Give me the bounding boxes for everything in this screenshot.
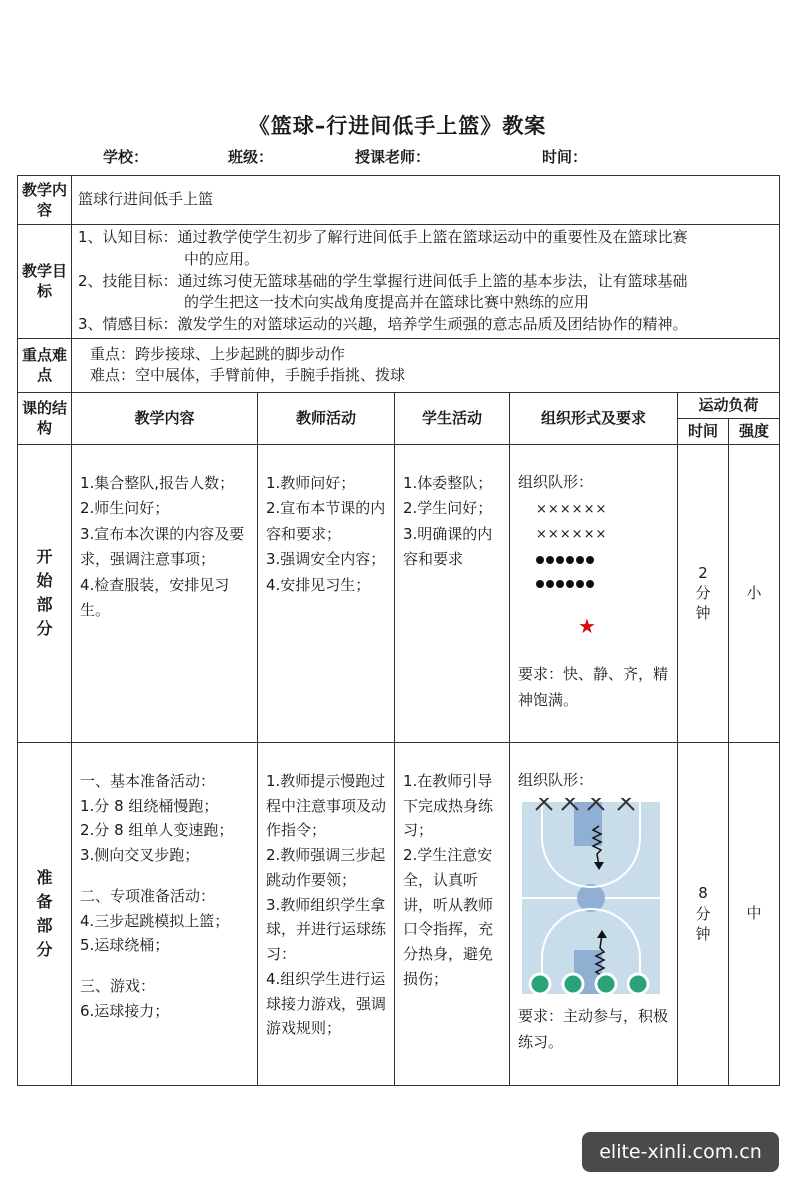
header-org: 组织形式及要求 [510, 392, 678, 444]
start-content [72, 444, 258, 742]
list-item: 2.教师强调三步起跳动作要领； [266, 846, 386, 889]
start-time [678, 444, 729, 742]
key-point: 重点：跨步接球、上步起跳的脚步动作 [90, 344, 346, 363]
content-value: 篮球行进间低手上篮 [72, 176, 780, 225]
start-org [510, 444, 678, 742]
meta-teacher: 授课老师： [355, 148, 431, 166]
label-start-char: 分 [36, 619, 53, 639]
list-item [80, 958, 251, 974]
list-item: 4.三步起跳模拟上篮； [80, 911, 230, 930]
watermark: elite-xinli.com.cn [582, 1132, 779, 1172]
keypoints-cell [72, 338, 780, 392]
label-start-char: 开 [36, 547, 53, 567]
prep-org [510, 742, 678, 1085]
goal-skill-cont: 的学生把这一技术向实战角度提高并在篮球比赛中熟练的应用 [184, 293, 590, 312]
label-prep-char: 准 [36, 867, 53, 887]
page-title: 《篮球–行进间低手上篮》教案 [248, 114, 547, 138]
goal-skill: 2、技能目标：通过练习使无篮球基础的学生掌握行进间低手上篮的基本步法，让有篮球基础 [78, 271, 688, 290]
meta-class: 班级： [228, 148, 274, 166]
list-item: 4.组织学生进行运球接力游戏，强调游戏规则； [266, 969, 387, 1038]
list-item: 6.运球接力； [80, 1001, 170, 1020]
list-item: 3.侧向交叉步跑； [80, 846, 200, 864]
list-item: 1.体委整队； [403, 473, 493, 492]
prep-requirement: 要求：主动参与，积极练习。 [518, 1007, 669, 1051]
goal-cognitive-cont: 中的应用。 [184, 249, 260, 268]
label-content: 教学内容 [18, 176, 72, 225]
header-time: 时间 [678, 418, 729, 444]
prep-content [72, 742, 258, 1085]
goal-emotion: 3、情感目标：激发学生的对篮球运动的兴趣，培养学生顽强的意志品质及团结协作的精神。 [78, 315, 688, 333]
lesson-plan-table [17, 175, 780, 1086]
list-item: 二、专项准备活动： [80, 886, 216, 905]
meta-school: 学校： [103, 148, 149, 166]
list-item: 1.教师提示慢跑过程中注意事项及动作指令； [266, 771, 387, 840]
center-circle [577, 884, 605, 912]
row-keypoints [18, 338, 780, 392]
formation-label: 组织队形： [518, 770, 594, 789]
label-structure: 课的结构 [18, 392, 72, 444]
header-load: 运动负荷 [678, 392, 780, 418]
start-intensity: 小 [729, 444, 780, 742]
list-item: 3.明确课的内容和要求 [403, 524, 493, 569]
prep-time-num: 8 [698, 884, 708, 903]
hard-point: 难点：空中展体，手臂前伸，手腕手指挑、拨球 [90, 366, 406, 385]
list-item: 3.宣布本次课的内容及要求，强调注意事项； [80, 524, 245, 569]
prep-intensity: 中 [729, 742, 780, 1085]
header-student: 学生活动 [395, 392, 510, 444]
formation-x-row: ×××××× [536, 502, 608, 517]
start-teacher [258, 444, 395, 742]
formation-dot-row [536, 547, 671, 571]
start-student [395, 444, 510, 742]
list-item: 3.强调安全内容； [266, 550, 386, 569]
goals-cell [72, 225, 780, 339]
goal-cognitive: 1、认知目标：通过教学使学生初步了解行进间低手上篮在篮球运动中的重要性及在篮球比赛 [78, 228, 688, 246]
list-item: 三、游戏： [80, 977, 156, 995]
list-item: 1.集合整队,报告人数； [80, 473, 235, 492]
row-content [18, 176, 780, 225]
label-prep-char: 部 [36, 915, 53, 935]
label-keypoints: 重点难点 [18, 338, 72, 392]
list-item [80, 868, 251, 884]
label-prep-char: 分 [36, 939, 53, 959]
list-item: 2.师生问好； [80, 499, 170, 518]
list-item: 5.运球绕桶； [80, 936, 170, 955]
formation-x-row: ×××××× [536, 526, 608, 542]
label-start-char: 部 [36, 595, 53, 615]
prep-time-unit: 分 [695, 904, 711, 923]
start-requirement: 要求：快、静、齐，精神饱满。 [518, 665, 669, 709]
label-prep-char: 备 [36, 891, 53, 911]
prep-student [395, 742, 510, 1085]
list-item: 2.学生注意安全，认真听讲，听从教师口令指挥，充分热身，避免损伤； [403, 846, 494, 988]
header-content: 教学内容 [72, 392, 258, 444]
formation-label: 组织队形： [518, 472, 594, 491]
list-item: 2.分 8 组单人变速跑； [80, 821, 234, 840]
list-item: 2.学生问好； [403, 499, 493, 518]
header-intensity: 强度 [729, 418, 780, 444]
label-goals: 教学目标 [18, 225, 72, 339]
row-headers-1 [18, 392, 780, 418]
label-start-char: 始 [36, 571, 53, 591]
list-item: 1.教师问好； [266, 473, 356, 492]
prep-time-unit: 钟 [695, 924, 711, 943]
start-time-unit: 分 [695, 584, 711, 603]
row-goals [18, 225, 780, 339]
list-item: 1.分 8 组绕桶慢跑； [80, 796, 219, 815]
court-diagram [522, 798, 662, 998]
prep-time [678, 742, 729, 1085]
prep-teacher [258, 742, 395, 1085]
row-prep [18, 742, 780, 1085]
list-item: 一、基本准备活动： [80, 771, 216, 790]
teacher-star-icon: ★ [578, 614, 596, 639]
header-teacher: 教师活动 [258, 392, 395, 444]
list-item: 1.在教师引导下完成热身练习； [403, 771, 494, 840]
label-start [18, 444, 72, 742]
row-start [18, 444, 780, 742]
list-item: 3.教师组织学生拿球，并进行运球练习： [266, 895, 387, 963]
formation-dot-row [536, 571, 671, 595]
list-item: 2.宣布本节课的内容和要求； [266, 499, 386, 543]
start-time-num: 2 [698, 563, 708, 582]
meta-time: 时间： [542, 148, 588, 166]
list-item: 4.安排见习生； [266, 575, 371, 594]
label-prep [18, 742, 72, 1085]
start-time-unit: 钟 [695, 604, 711, 623]
list-item: 4.检查服装，安排见习生。 [80, 575, 230, 620]
